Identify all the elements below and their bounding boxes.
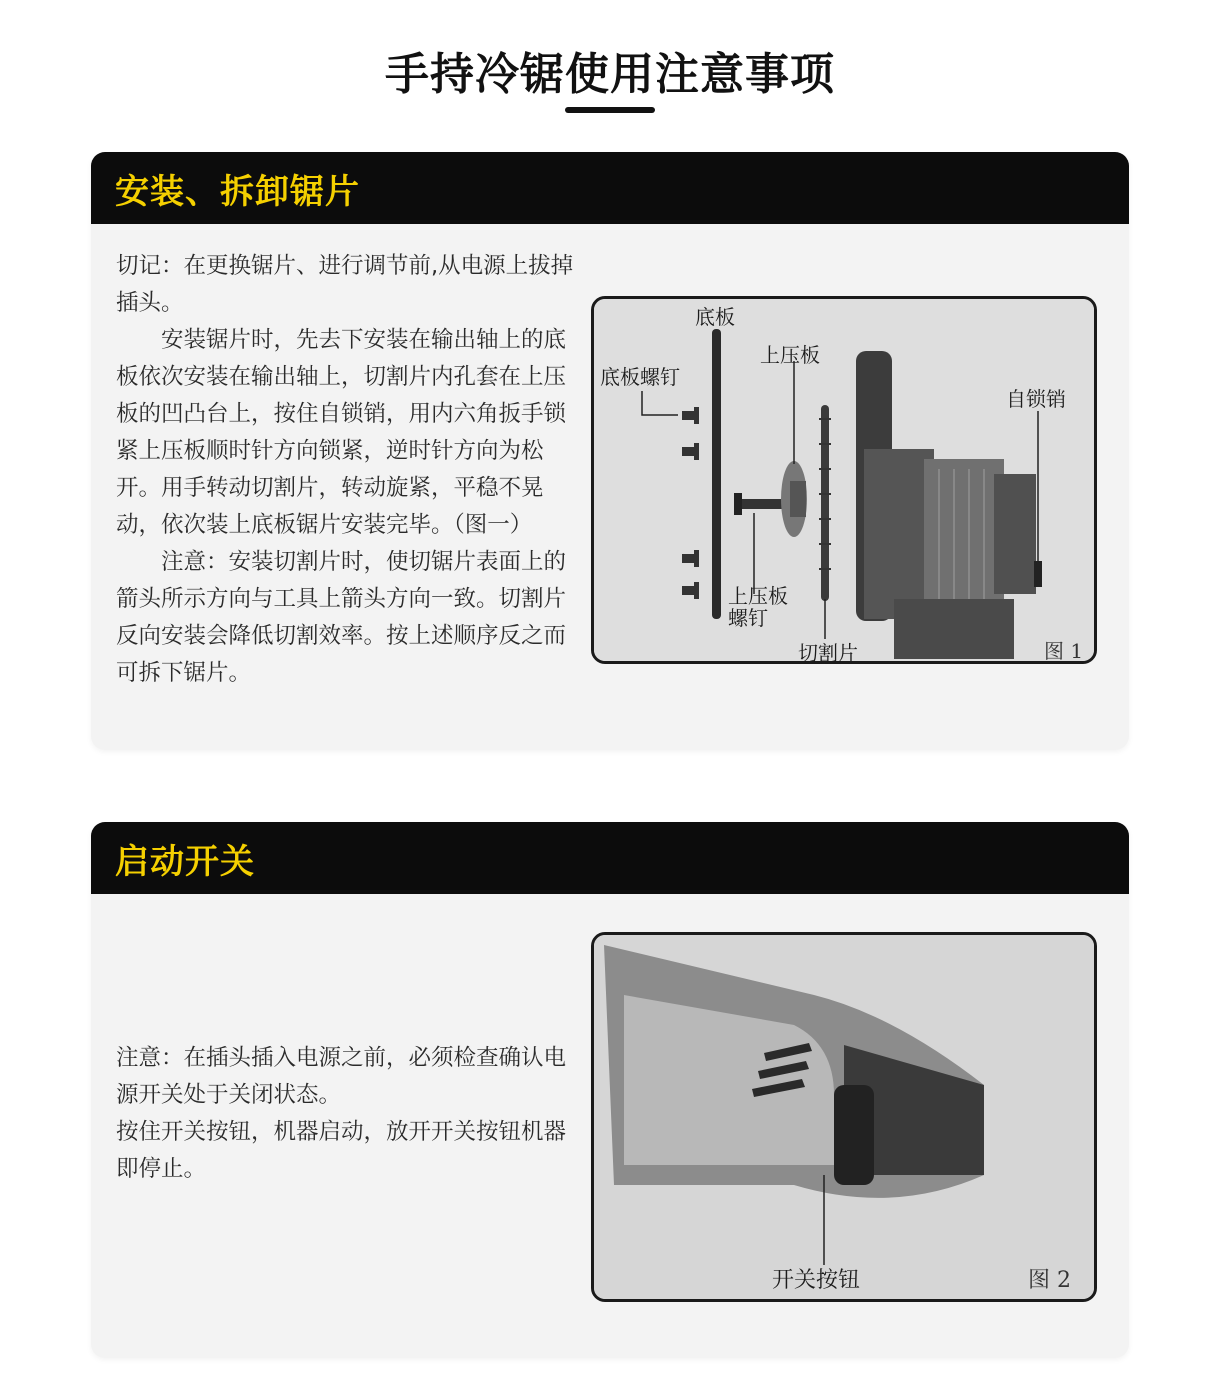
label-lock-pin: 自锁销 xyxy=(1006,387,1066,411)
figure-1-number: 图 1 xyxy=(1044,639,1084,663)
label-base-screw: 底板螺钉 xyxy=(600,365,680,389)
label-switch-button: 开关按钮 xyxy=(772,1268,861,1293)
section-install-card xyxy=(91,152,1129,750)
figure-2 xyxy=(591,932,1097,1302)
install-note: 注意：安装切割片时，使切锯片表面上的箭头所示方向与工具上箭头方向一致。切割片反向安装会降低切割效率。按上述顺序反之而可拆下锯片。 xyxy=(116,549,567,686)
page-title: 手持冷锯使用注意事项 xyxy=(385,49,835,100)
title-underline xyxy=(565,107,655,113)
section-install-header xyxy=(91,152,1129,224)
install-procedure: 安装锯片时，先去下安装在输出轴上的底板依次安装在输出轴上，切割片内孔套在上压板的凹凸台上，按住自锁销，用内六角扳手锁紧上压板顺时针方向锁紧，逆时针方向为松开。用手转动切割片，转动旋紧，平稳不晃动，依次装上底板锯片安装完毕。（图一） xyxy=(116,327,567,538)
label-base-plate: 底板 xyxy=(695,305,735,329)
saw-assembly-diagram xyxy=(594,299,1094,661)
switch-operation: 按住开关按钮，机器启动，放开开关按钮机器即停止。 xyxy=(116,1119,567,1182)
figure-1 xyxy=(591,296,1097,664)
section-switch-card xyxy=(91,822,1129,1358)
label-upper-plate-screw: 上压板螺钉 xyxy=(728,584,788,630)
label-cutting-disc: 切割片 xyxy=(798,641,858,664)
switch-warning: 注意：在插头插入电源之前，必须检查确认电源开关处于关闭状态。 xyxy=(116,1045,567,1108)
section-install-text xyxy=(116,248,576,692)
install-warning: 切记：在更换锯片、进行调节前,从电源上拔掉插头。 xyxy=(116,253,574,316)
label-upper-plate: 上压板 xyxy=(760,343,820,367)
switch-diagram xyxy=(594,935,1094,1299)
section-switch-header xyxy=(91,822,1129,894)
figure-2-number: 图 2 xyxy=(1028,1268,1071,1293)
section-switch-title: 启动开关 xyxy=(115,841,255,882)
section-install-title: 安装、拆卸锯片 xyxy=(115,171,360,212)
section-switch-text xyxy=(116,1040,576,1188)
